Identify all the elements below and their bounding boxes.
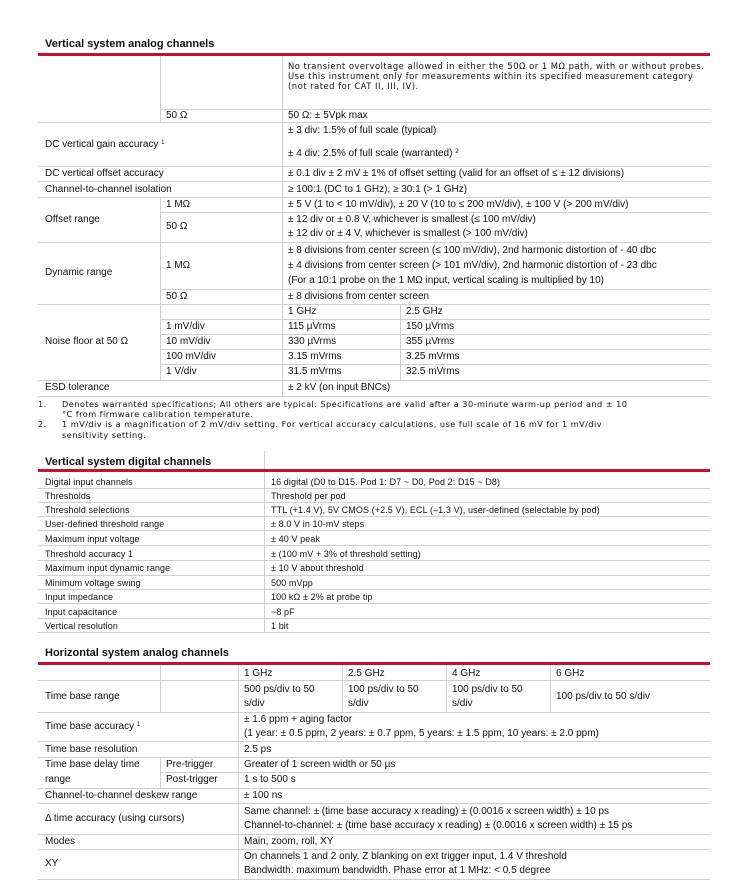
digital-row-label: Threshold selections (45, 505, 130, 515)
time-base-range-4ghz-a: 100 ps/div to 50 (452, 684, 523, 695)
offset-range-1m-value: ± 5 V (1 to < 10 mV/div), ± 20 V (10 to ≤ 200 mV/div), ± 100 V (> 200 mV/div) (288, 199, 629, 210)
digital-row-label: Maximum input dynamic range (45, 563, 171, 573)
footnote-2-line-2: sensitivity setting. (62, 430, 147, 440)
dynamic-range-value-a: ± 8 divisions from center screen (≤ 100 mV/div), 2nd harmonic distortion of - 40 dbc (288, 245, 657, 256)
grid-line (38, 530, 710, 531)
time-base-range-2-5ghz-b: s/div (348, 698, 369, 709)
noise-col-1ghz: 1 GHz (288, 306, 317, 317)
grid-line (160, 304, 161, 380)
gain-accuracy-typical: ± 3 div: 1.5% of full scale (typical) (288, 125, 437, 136)
digital-row-label: Input impedance (45, 592, 114, 602)
time-base-resolution-label: Time base resolution (45, 744, 138, 755)
grid-line (264, 472, 265, 632)
offset-range-sub-1m: 1 MΩ (166, 199, 191, 210)
digital-row-label: Thresholds (45, 491, 91, 501)
dynamic-range-label: Dynamic range (45, 267, 113, 278)
digital-section-title: Vertical system digital channels (45, 456, 212, 468)
grid-line (38, 712, 710, 713)
grid-line (160, 772, 710, 773)
delta-time-label: Δ time accuracy (using cursors) (45, 813, 185, 824)
gain-accuracy-label: DC vertical gain accuracy $^1$ (45, 139, 165, 150)
grid-line (160, 197, 161, 304)
noise-col-2-5ghz: 2.5 GHz (406, 306, 443, 317)
noise-row-sub: 100 mV/div (166, 351, 217, 362)
horizontal-col-header: 1 GHz (244, 668, 273, 679)
grid-line (38, 166, 710, 167)
digital-row-value: TTL (+1.4 V), 5V CMOS (+2.5 V), ECL (–1.3 V), user-defined (selectable by pod) (271, 505, 600, 515)
grid-line (38, 680, 710, 681)
xy-value-2: Bandwidth: maximum bandwidth. Phase error at 1 MHz: < 0.5 degree (244, 865, 551, 876)
footnote-2-line-1: 1 mV/div is a magnification of 2 mV/div setting. For vertical accuracy calculations, use full scale of 16 mV for 1 mV/div (62, 419, 603, 429)
footnote-1-number: 1. (38, 399, 47, 409)
noise-row-a: 330 µVrms (288, 336, 337, 347)
grid-line (38, 396, 710, 397)
offset-accuracy-label: DC vertical offset accuracy (45, 168, 164, 179)
dynamic-range-value-c: (For a 10:1 probe on the 1 MΩ input, vertical scaling is multiplied by 10) (288, 275, 604, 286)
grid-line (38, 197, 710, 198)
digital-row-value: 500 mVpp (271, 578, 313, 588)
noise-row-b: 355 µVrms (406, 336, 455, 347)
grid-line (38, 803, 710, 804)
digital-section-divider (38, 469, 710, 472)
grid-line (160, 665, 161, 712)
time-base-range-6ghz: 100 ps/div to 50 s/div (556, 691, 650, 702)
max-input-value: 50 Ω: ± 5Vpk max (288, 110, 368, 121)
grid-line (38, 788, 710, 789)
grid-line (38, 304, 710, 305)
esd-value: ± 2 kV (on input BNCs) (288, 382, 391, 393)
grid-line (38, 122, 710, 123)
deskew-value: ± 100 ns (244, 790, 283, 801)
delay-label-line-2: range (45, 774, 71, 785)
horizontal-col-header: 6 GHz (556, 668, 585, 679)
digital-row-value: 100 kΩ ± 2% at probe tip (271, 592, 373, 602)
grid-line (38, 589, 710, 590)
time-base-accuracy-value-2: (1 year: ± 0.5 ppm, 2 years: ± 0.7 ppm, 5 years: ± 1.5 ppm, 10 years: ± 2.0 ppm) (244, 728, 599, 739)
delay-pre-trigger-value: Greater of 1 screen width or 50 µs (244, 759, 396, 770)
offset-range-sub-50: 50 Ω (166, 221, 188, 232)
digital-row-value: Threshold per pod (271, 491, 346, 501)
grid-line (264, 451, 265, 469)
grid-line (38, 757, 710, 758)
grid-line (400, 304, 401, 380)
digital-row-value: 16 digital (D0 to D15. Pod 1: D7 ~ D0, Pod 2: D15 ~ D8) (271, 477, 501, 487)
noise-row-a: 3.15 mVrms (288, 351, 342, 362)
grid-line (38, 242, 710, 243)
footnote-1-line-1: Denotes warranted specifications; All others are typical. Specifications are valid after a 30-minute warm-up period and ± 10 (62, 399, 628, 409)
deskew-label: Channel-to-channel deskew range (45, 790, 198, 801)
footnote-1-line-2: °C from firmware calibration temperature. (62, 409, 254, 419)
noise-row-b: 150 µVrms (406, 321, 455, 332)
time-base-range-1ghz-a: 500 ps/div to 50 (244, 684, 315, 695)
grid-line (38, 560, 710, 561)
time-base-accuracy-value-1: ± 1.6 ppm + aging factor (244, 714, 353, 725)
gain-accuracy-warranted: ± 4 div: 2.5% of full scale (warranted) $^2$ (288, 148, 459, 159)
grid-line (342, 665, 343, 712)
delta-time-value-2: Channel-to-channel: ± (time base accuracy x reading) ± (0.0016 x screen width) ± 15 ps (244, 820, 633, 831)
delay-post-trigger-value: 1 s to 500 s (244, 774, 296, 785)
offset-range-label: Offset range (45, 214, 100, 225)
digital-row-label: Input capacitance (45, 607, 118, 617)
time-base-range-1ghz-b: s/div (244, 698, 265, 709)
dynamic-range-50-value: ± 8 divisions from center screen (288, 291, 430, 302)
grid-line (38, 502, 710, 503)
digital-row-value: ± 8.0 V in 10-mV steps (271, 519, 365, 529)
noise-row-a: 31.5 mVrms (288, 366, 342, 377)
xy-label: XY (45, 858, 59, 869)
grid-line (550, 665, 551, 712)
digital-row-value: ± 40 V peak (271, 534, 321, 544)
grid-line (160, 212, 710, 213)
grid-line (38, 632, 710, 633)
grid-line (160, 56, 161, 122)
delay-label-line-1: Time base delay time (45, 759, 140, 770)
digital-row-value: ~8 pF (271, 607, 295, 617)
dynamic-range-sub-50: 50 Ω (166, 291, 188, 302)
grid-line (38, 618, 710, 619)
analog-section-title: Vertical system analog channels (45, 38, 215, 50)
offset-accuracy-value: ± 0.1 div ± 2 mV ± 1% of offset setting (valid for an offset of ≤ ± 12 divisions) (288, 168, 625, 179)
grid-line (38, 181, 710, 182)
digital-row-value: 1 bit (271, 621, 289, 631)
digital-row-label: Digital input channels (45, 477, 133, 487)
offset-range-50-value-a: ± 12 div or ± 0.8 V, whichever is smallest (≤ 100 mV/div) (288, 214, 536, 225)
digital-row-label: Vertical resolution (45, 621, 118, 631)
grid-line (160, 289, 710, 290)
horizontal-col-header: 2.5 GHz (348, 668, 385, 679)
horizontal-section-divider (38, 662, 710, 665)
noise-row-a: 115 µVrms (288, 321, 336, 332)
noise-floor-label: Noise floor at 50 Ω (45, 336, 129, 347)
overvoltage-note: No transient overvoltage allowed in either the 50Ω or 1 MΩ path, with or without probes. Use this instrument only for measurements within its specified measurement category (not rated for CAT II, III, IV). (288, 61, 705, 91)
delta-time-value-1: Same channel: ± (time base accuracy x reading) ± (0.0016 x screen width) ± 10 ps (244, 806, 609, 817)
horizontal-col-header: 4 GHz (452, 668, 481, 679)
grid-line (38, 545, 710, 546)
delay-pre-trigger: Pre-trigger (166, 759, 214, 770)
grid-line (160, 364, 710, 365)
grid-line (160, 109, 710, 110)
time-base-range-4ghz-b: s/div (452, 698, 473, 709)
grid-line (38, 575, 710, 576)
isolation-label: Channel-to-channel isolation (45, 184, 172, 195)
noise-row-sub: 10 mV/div (166, 336, 211, 347)
time-base-accuracy-label: Time base accuracy $^1$ (45, 721, 141, 732)
grid-line (38, 834, 710, 835)
grid-line (38, 741, 710, 742)
digital-row-value: ± (100 mV + 3% of threshold setting) (271, 549, 421, 559)
digital-row-label: Threshold accuracy 1 (45, 549, 134, 559)
grid-line (38, 603, 710, 604)
time-base-range-label: Time base range (45, 691, 120, 702)
offset-range-50-value-b: ± 12 div or ± 4 V, whichever is smallest (> 100 mV/div) (288, 228, 528, 239)
delay-post-trigger: Post-trigger (166, 774, 218, 785)
modes-label: Modes (45, 836, 76, 847)
analog-section-divider (38, 53, 710, 56)
isolation-value: ≥ 100:1 (DC to 1 GHz), ≥ 30:1 (> 1 GHz) (288, 184, 468, 195)
digital-row-value: ± 10 V about threshold (271, 563, 364, 573)
digital-row-label: Maximum input voltage (45, 534, 140, 544)
digital-row-label: Minimum voltage swing (45, 578, 141, 588)
noise-row-sub: 1 V/div (166, 366, 197, 377)
esd-label: ESD tolerance (45, 382, 110, 393)
horizontal-section-title: Horizontal system analog channels (45, 647, 229, 659)
max-input-sub: 50 Ω (166, 110, 188, 121)
time-base-range-2-5ghz-a: 100 ps/div to 50 (348, 684, 419, 695)
grid-line (38, 849, 710, 850)
digital-row-label: User-defined threshold range (45, 519, 165, 529)
modes-value: Main, zoom, roll, XY (244, 836, 334, 847)
grid-line (38, 380, 710, 381)
grid-line (160, 349, 710, 350)
footnote-2-number: 2. (38, 419, 47, 429)
grid-line (38, 879, 710, 880)
grid-line (282, 122, 283, 396)
grid-line (446, 665, 447, 712)
dynamic-range-sub-1m: 1 MΩ (166, 260, 191, 271)
grid-line (38, 488, 710, 489)
noise-row-b: 3.25 mVrms (406, 351, 460, 362)
noise-row-b: 32.5 mVrms (406, 366, 460, 377)
dynamic-range-value-b: ± 4 divisions from center screen (> 101 mV/div), 2nd harmonic distortion of - 23 dbc (288, 260, 657, 271)
grid-line (38, 516, 710, 517)
grid-line (160, 334, 710, 335)
time-base-resolution-value: 2.5 ps (244, 744, 272, 755)
grid-line (160, 319, 710, 320)
xy-value-1: On channels 1 and 2 only. Z blanking on ext trigger input, 1.4 V threshold (244, 851, 567, 862)
noise-row-sub: 1 mV/div (166, 321, 205, 332)
